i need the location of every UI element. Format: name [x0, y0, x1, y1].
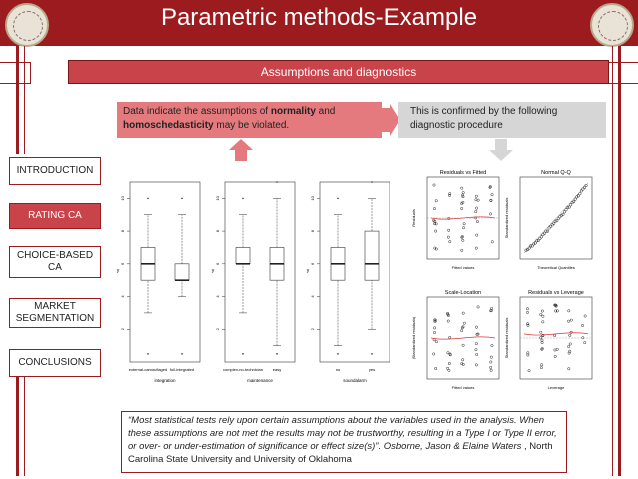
nav-item-label: INTRODUCTION — [16, 165, 94, 176]
residual-point — [476, 220, 478, 222]
nav-item-label: RATING CA — [28, 210, 82, 221]
x-axis-label: maintenance — [247, 378, 273, 383]
residual-point — [448, 336, 450, 338]
residual-point — [490, 369, 492, 371]
diagnostic-title: Residuals vs Leverage — [528, 290, 584, 296]
smoother-line — [431, 337, 495, 339]
residual-point — [433, 327, 435, 329]
frame-ornament-right — [608, 62, 638, 84]
residual-point — [567, 320, 569, 322]
residual-point — [477, 306, 479, 308]
diagnostic-y-label: Residuals — [411, 209, 416, 227]
residual-point — [475, 342, 477, 344]
x-tick-label: yes — [368, 367, 376, 372]
y-axis-label: y — [306, 268, 310, 274]
residual-point — [489, 366, 491, 368]
residual-point — [447, 320, 449, 322]
arrow-up-icon — [229, 139, 253, 161]
y-tick-label: 4 — [120, 295, 125, 298]
diagnostic-x-label: Fitted values — [451, 385, 475, 390]
residual-point — [462, 312, 464, 314]
diagnostic-title: Normal Q-Q — [541, 170, 571, 176]
residual-point — [461, 194, 463, 196]
residual-point — [434, 230, 436, 232]
residual-point — [433, 331, 435, 333]
residual-point — [463, 223, 465, 225]
arrow-down-icon — [489, 139, 513, 161]
y-tick-label: 6 — [215, 262, 220, 265]
residual-point — [526, 308, 528, 310]
qq-point — [582, 188, 585, 191]
residual-point — [541, 310, 543, 312]
residual-point — [432, 353, 434, 355]
residual-point — [449, 240, 451, 242]
residual-point — [462, 226, 464, 228]
boxplot-figure — [110, 170, 390, 410]
nav-item-label: CONCLUSIONS — [18, 357, 92, 368]
y-axis-label: y — [211, 268, 215, 274]
frame-line-left-bottom-thin — [24, 376, 25, 476]
outlier-point — [337, 198, 339, 200]
citation-quote — [121, 411, 567, 473]
residual-point — [554, 310, 556, 312]
x-tick-label: complex-no-technician — [222, 367, 264, 372]
boxplot-panel — [320, 182, 390, 362]
y-tick-label: 4 — [310, 295, 315, 298]
boxplot-panel — [130, 182, 200, 362]
diagnostic-title: Scale-Location — [444, 290, 482, 296]
residual-point — [433, 184, 435, 186]
qq-point — [565, 208, 568, 211]
y-tick-label: 6 — [120, 262, 125, 265]
diagnostic-plots-figure — [405, 165, 605, 405]
residual-point — [476, 234, 478, 236]
outlier-point — [147, 198, 149, 200]
y-tick-label: 10 — [310, 196, 315, 201]
residual-point — [475, 195, 477, 197]
residual-point — [475, 207, 477, 209]
y-tick-label: 10 — [120, 196, 125, 201]
quote-author: Osborne, Jason & Elaine Waters — [383, 441, 522, 452]
residual-point — [475, 247, 477, 249]
nav-item-choice-based-ca[interactable] — [9, 246, 101, 278]
residual-point — [540, 366, 542, 368]
residual-point — [489, 213, 491, 215]
page-title: Parametric methods-Example — [160, 4, 478, 31]
residual-point — [569, 334, 571, 336]
residual-point — [539, 337, 541, 339]
nav-item-introduction[interactable] — [9, 157, 101, 185]
y-axis-label: y — [116, 268, 120, 274]
residual-point — [447, 236, 449, 238]
residual-point — [491, 193, 493, 195]
residual-point — [448, 362, 450, 364]
outlier-point — [371, 353, 373, 355]
residual-point — [462, 239, 464, 241]
nav-item-conclusions[interactable] — [9, 349, 101, 377]
section-bar-assumptions: Assumptions and diagnostics — [68, 60, 609, 84]
residual-point — [460, 207, 462, 209]
y-tick-label: 2 — [120, 328, 125, 331]
nav-item-market-segmentation[interactable] — [9, 298, 101, 328]
y-tick-label: 6 — [310, 262, 315, 265]
residual-point — [568, 310, 570, 312]
qq-point — [548, 227, 551, 230]
residual-point — [491, 344, 493, 346]
diagnostic-x-label: Theoretical Quantiles — [537, 265, 575, 270]
callout-diagnostic-procedure: This is confirmed by the following diagnostic procedure — [398, 102, 606, 138]
residual-point — [462, 344, 464, 346]
y-tick-label: 2 — [310, 328, 315, 331]
boxplot-panel — [225, 182, 295, 362]
residual-point — [567, 345, 569, 347]
residual-point — [556, 348, 558, 350]
residual-point — [526, 323, 528, 325]
residual-point — [490, 361, 492, 363]
y-tick-label: 4 — [215, 295, 220, 298]
residual-point — [435, 200, 437, 202]
outlier-point — [371, 181, 373, 183]
qq-point — [526, 248, 529, 251]
outlier-point — [242, 198, 244, 200]
qq-point — [554, 220, 557, 223]
x-axis-label: soundalarm — [343, 378, 367, 383]
qq-point — [539, 237, 542, 240]
smoother-line — [524, 333, 588, 335]
nav-item-label: MARKET SEGMENTATION — [15, 301, 95, 324]
residual-point — [554, 355, 556, 357]
qq-point — [559, 215, 562, 218]
diagnostic-y-label: Standardized residuals — [504, 317, 509, 359]
residual-point — [434, 367, 436, 369]
diagnostic-title: Residuals vs Fitted — [439, 170, 487, 176]
residual-point — [540, 313, 542, 315]
x-tick-label: external-camouflaged — [128, 367, 168, 372]
outlier-point — [276, 181, 278, 183]
frame-line-right — [618, 46, 621, 476]
residual-point — [475, 353, 477, 355]
residual-point — [569, 343, 571, 345]
residual-point — [553, 334, 555, 336]
residual-point — [475, 364, 477, 366]
residual-point — [528, 369, 530, 371]
university-seal-left — [5, 3, 49, 47]
callout-assumptions-violated: Data indicate the assumptions of normality and homoschedasticity may be violated. — [117, 102, 382, 138]
qq-point — [525, 249, 528, 252]
residual-point — [461, 187, 463, 189]
x-tick-label: no — [335, 367, 341, 372]
box — [365, 231, 379, 280]
y-tick-label: 8 — [120, 229, 125, 233]
residual-point — [541, 339, 543, 341]
y-tick-label: 2 — [215, 328, 220, 331]
box — [175, 264, 189, 280]
y-tick-label: 8 — [215, 229, 220, 233]
outlier-point — [181, 353, 183, 355]
residual-point — [462, 195, 464, 197]
residual-point — [540, 364, 542, 366]
x-tick-label: easy — [272, 367, 282, 372]
residual-point — [446, 367, 448, 369]
residual-point — [461, 236, 463, 238]
residual-point — [461, 359, 463, 361]
frame-line-left-bottom — [16, 376, 19, 476]
nav-item-rating-ca[interactable] — [9, 203, 101, 229]
diagnostic-y-label: |Standardized residuals| — [411, 316, 416, 360]
residual-point — [463, 322, 465, 324]
residual-point — [542, 321, 544, 323]
residual-point — [449, 193, 451, 195]
outlier-point — [276, 353, 278, 355]
residual-point — [582, 337, 584, 339]
frame-line-right-thin — [612, 46, 613, 476]
residual-point — [460, 329, 462, 331]
outlier-point — [147, 353, 149, 355]
residual-point — [490, 356, 492, 358]
diagnostic-y-label: Standardized residuals — [504, 197, 509, 239]
qq-point — [574, 198, 577, 201]
residual-point — [433, 339, 435, 341]
frame-ornament-left — [0, 62, 31, 84]
residual-point — [447, 229, 449, 231]
x-axis-label: integration — [154, 378, 176, 383]
residual-point — [581, 324, 583, 326]
outlier-point — [181, 198, 183, 200]
residual-point — [433, 222, 435, 224]
residual-point — [475, 210, 477, 212]
residual-point — [541, 341, 543, 343]
y-tick-label: 8 — [310, 229, 315, 233]
residual-point — [435, 340, 437, 342]
residual-point — [570, 319, 572, 321]
y-tick-label: 10 — [215, 196, 220, 201]
quote-affiliation: , North Carolina State University and University of Oklahoma — [128, 441, 553, 465]
residual-point — [461, 249, 463, 251]
residual-point — [584, 315, 586, 317]
residual-point — [475, 326, 477, 328]
residual-point — [491, 241, 493, 243]
residual-point — [526, 311, 528, 313]
nav-item-label: CHOICE-BASED CA — [16, 250, 94, 273]
outlier-point — [242, 353, 244, 355]
residual-point — [542, 315, 544, 317]
x-tick-label: full-integrated — [169, 367, 195, 372]
residual-point — [475, 348, 477, 350]
residual-point — [584, 341, 586, 343]
diagnostic-x-label: Leverage — [547, 385, 565, 390]
residual-point — [462, 191, 464, 193]
residual-point — [540, 331, 542, 333]
diagnostic-x-label: Fitted values — [451, 265, 475, 270]
quote-text: “Most statistical tests rely upon certain assumptions about the variables used in the analysis. When these assumptions are not met the results may not be trustworthy, resulting in a Type I or Type II error, or over- or under-estimation of significance or effect size(s)”. — [128, 415, 557, 452]
box — [236, 247, 250, 263]
residual-point — [433, 207, 435, 209]
residual-point — [568, 368, 570, 370]
university-seal-right — [590, 3, 634, 47]
outlier-point — [337, 353, 339, 355]
